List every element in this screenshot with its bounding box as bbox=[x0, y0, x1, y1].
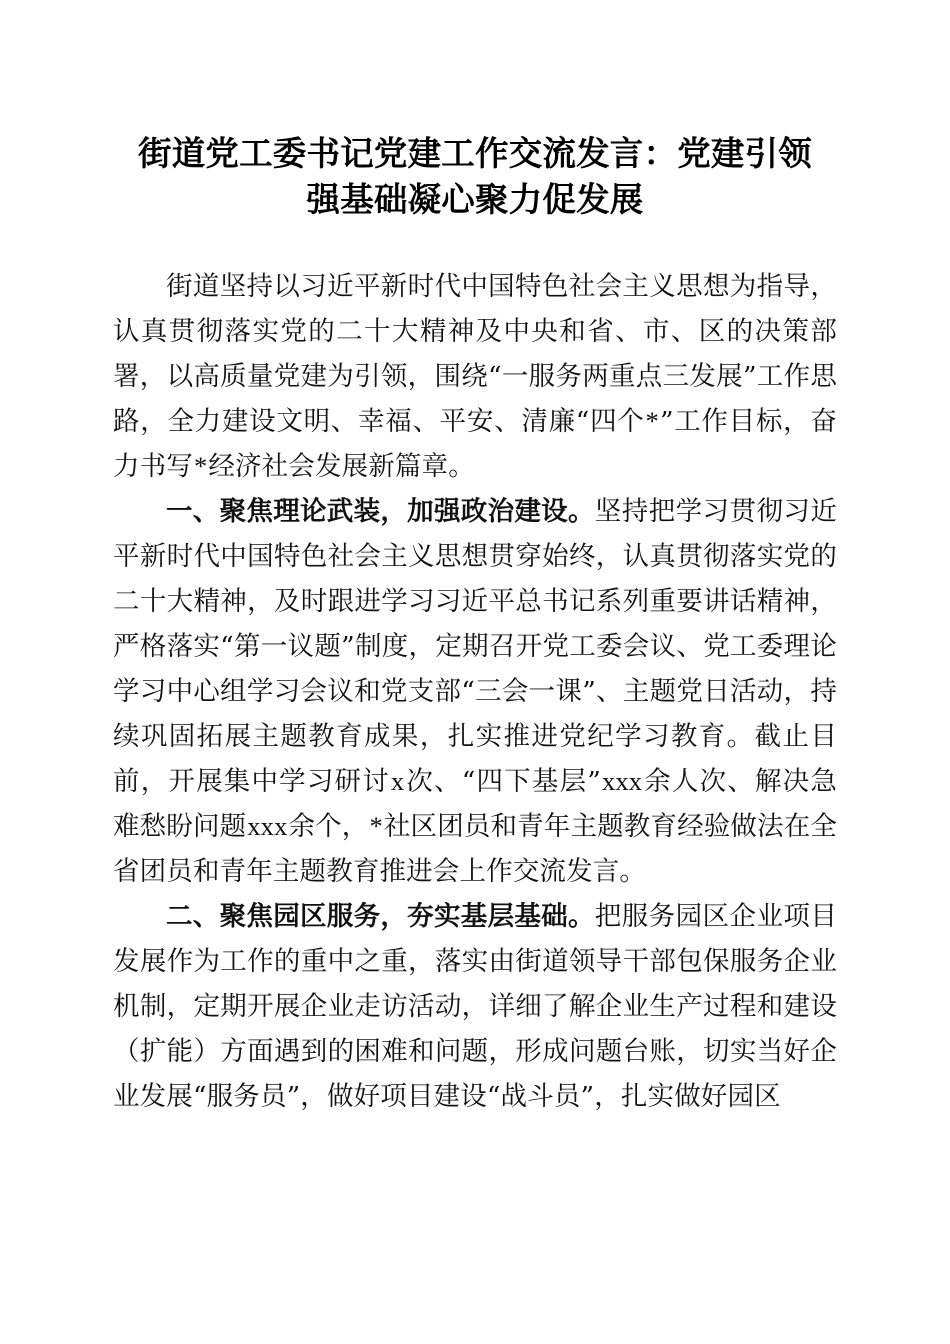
paragraph-section-two bbox=[113, 894, 837, 1119]
paragraph-section-one bbox=[113, 489, 837, 894]
latin-token: * bbox=[369, 811, 383, 841]
page-title-line-2: 强基础凝心聚力促发展 bbox=[306, 182, 644, 219]
page-title bbox=[113, 0, 837, 224]
latin-token: * bbox=[193, 451, 208, 481]
latin-token: xxx bbox=[601, 766, 643, 796]
latin-token: xxx bbox=[247, 811, 288, 841]
section-one-heading: 一、聚焦理论武装，加强政治建设。 bbox=[166, 496, 595, 527]
latin-token: x bbox=[390, 766, 405, 796]
document-body bbox=[113, 224, 837, 1119]
page-title-line-1: 街道党工委书记党建工作交流发言：党建引领 bbox=[138, 136, 812, 173]
section-two-text: 把服务园区企业项目发展作为工作的重中之重，落实由街道领导干部包保服务企业机制，定期开展企业走访活动，详细了解企业生产过程和建设（扩能）方面遇到的困难和问题，形成问题台账，切实当好企业发展“服务员”，做好项目建设“战斗员”，扎实做好园区 bbox=[113, 901, 837, 1112]
paragraph-intro bbox=[113, 264, 837, 489]
section-two-heading: 二、聚焦园区服务，夯实基层基础。 bbox=[166, 901, 595, 932]
paragraph-intro-text: 街道坚持以习近平新时代中国特色社会主义思想为指导，认真贯彻落实党的二十大精神及中央和省、市、区的决策部署，以高质量党建为引领，围绕“一服务两重点三发展”工作思路，全力建设文明、幸福、平安、清廉“四个*”工作目标，奋力书写*经济社会发展新篇章。 bbox=[113, 271, 837, 482]
latin-token: * bbox=[645, 406, 659, 436]
section-one-text: 坚持把学习贯彻习近平新时代中国特色社会主义思想贯穿始终，认真贯彻落实党的二十大精神，及时跟进学习习近平总书记系列重要讲话精神，严格落实“第一议题”制度，定期召开党工委会议、党工委理论学习中心组学习会议和党支部“三会一课”、主题党日活动，持续巩固拓展主题教育成果，扎实推进党纪学习教育。截止目前，开展集中学习研讨x次、“四下基层”xxx余人次、解决急难愁盼问题xxx余个，*社区团员和青年主题教育经验做法在全省团员和青年主题教育推进会上作交流发言。 bbox=[113, 496, 838, 887]
